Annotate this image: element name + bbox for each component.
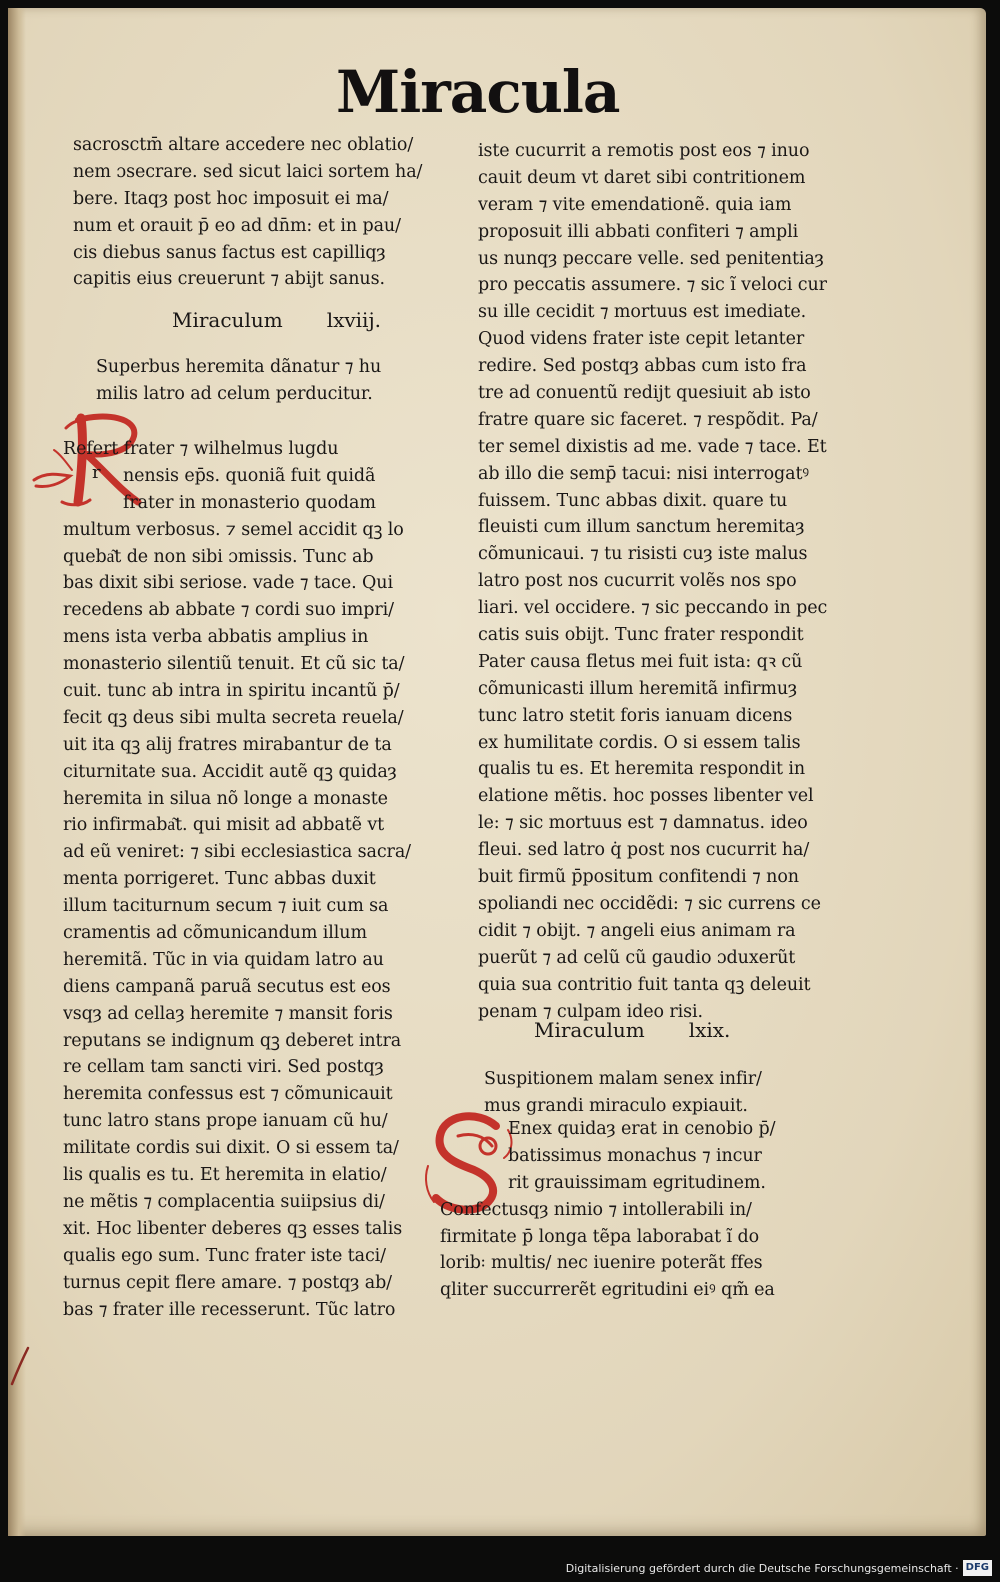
miracle-69-summary [484, 1066, 864, 1120]
text-line: tunc latro stetit foris ianuam dicens [478, 705, 793, 726]
text-line: recedens ab abbate ⁊ cordi suo impri/ [63, 600, 394, 621]
miracle-68-summary [96, 354, 466, 408]
text-line: bas dixit sibi seriose. vade ⁊ tace. Qui [63, 573, 393, 594]
text-line: cauit deum vt daret sibi contritionem [478, 167, 806, 188]
text-line: menta porrigeret. Tunc abbas duxit [63, 869, 376, 890]
text-line: fuissem. Tunc abbas dixit. quare tu [478, 490, 788, 511]
text-line: rit grauissimam egritudinem. [508, 1172, 766, 1193]
text-line: diens campanã paruã secutus est eos [63, 976, 391, 997]
text-line: militate cordis sui dixit. O si essem ta/ [63, 1138, 399, 1159]
text-line: Suspitionem malam senex infir/ [484, 1069, 762, 1089]
miracle-69-heading-label: Miraculum [534, 1018, 645, 1042]
text-line: re cellam tam sancti viri. Sed postqȝ [63, 1057, 384, 1078]
text-line: bere. Itaqȝ post hoc imposuit ei ma/ [73, 188, 389, 209]
text-line: penam ⁊ culpam ideo risi. [478, 1001, 704, 1022]
text-line: buit firmũ p̄positum confitendi ⁊ non [478, 867, 799, 888]
text-line: cuit. tunc ab intra in spiritu incantũ p̄/ [63, 681, 400, 702]
text-line: redire. Sed postqȝ abbas cum isto fra [478, 356, 807, 377]
text-line: batissimus monachus ⁊ incur [508, 1145, 762, 1166]
text-line: queba͂t de non sibi ɔmissis. Tunc ab [63, 546, 374, 567]
text-line: Enex quidaȝ erat in cenobio p̄/ [508, 1119, 776, 1139]
text-line: fecit qꝫ deus sibi multa secreta reuela/ [63, 707, 404, 728]
text-line: cidit ⁊ obijt. ⁊ angeli eius animam ra [478, 920, 796, 941]
margin-pen-mark-icon [8, 1346, 32, 1386]
right-column-top-text [478, 138, 862, 1025]
text-line: lorib꞉ multis/ nec iuenire poterãt ffes [440, 1253, 763, 1274]
text-line: fleui. sed latro q̇ post nos cucurrit ha/ [478, 840, 810, 861]
text-line: nem ɔsecrare. sed sicut laici sortem ha/ [73, 161, 423, 182]
text-line: milis latro ad celum perducitur. [96, 383, 373, 404]
miracle-69-number: lxix. [688, 1018, 731, 1042]
text-line: mens ista verba abbatis amplius in [63, 627, 369, 648]
text-line: Refert frater ⁊ wilhelmus lugdu [63, 439, 339, 459]
text-line: illum taciturnum secum ⁊ iuit cum sa [63, 896, 389, 917]
text-line: xit. Hoc libenter deberes qꝫ esses talis [63, 1218, 403, 1239]
page-gutter [8, 8, 26, 1536]
text-line: puerũt ⁊ ad celũ cũ gaudio ɔduxerũt [478, 947, 796, 968]
text-line: Quod videns frater iste cepit letanter [478, 329, 805, 350]
text-line: ad eũ veniret: ⁊ sibi ecclesiastica sacra/ [63, 842, 411, 863]
digitization-footer [566, 1557, 992, 1579]
dfg-logo-icon: DFG [963, 1560, 992, 1576]
text-line: quia sua contritio fuit tanta qꝫ deleuit [478, 974, 811, 995]
text-line: tunc latro stans prope ianuam cũ hu/ [63, 1111, 388, 1132]
text-line: mus grandi miraculo expiauit. [484, 1095, 748, 1116]
text-line: ex humilitate cordis. O si essem talis [478, 732, 801, 753]
text-line: le: ⁊ sic mortuus est ⁊ damnatus. ideo [478, 813, 808, 834]
text-line: Pater causa fletus mei fuit ista: qꝛ cũ [478, 651, 803, 672]
guide-letter-r: r [92, 462, 101, 483]
text-line: catis suis obijt. Tunc frater respondit [478, 625, 804, 646]
text-line: qliter succurrerẽt egritudini eiꝰ qm̃ ea [440, 1280, 775, 1301]
running-head: Miracula [336, 58, 620, 126]
text-line: ter semel dixistis ad me. vade ⁊ tace. Et [478, 436, 827, 457]
text-line: heremita confessus est ⁊ cõmunicauit [63, 1084, 393, 1105]
text-line: cramentis ad cõmunicandum illum [63, 923, 367, 944]
miracle-68-body [63, 436, 463, 1323]
text-line: pro peccatis assumere. ⁊ sic ĩ veloci cur [478, 275, 827, 296]
text-line: firmitate p̄ longa tẽpa laborabat ĩ do [440, 1226, 759, 1247]
text-line: heremitã. Tũc in via quidam latro au [63, 949, 384, 970]
miracle-69-body [440, 1116, 860, 1304]
text-line: us nunqȝ peccare velle. sed penitentiaȝ [478, 248, 824, 269]
text-line: turnus cepit flere amare. ⁊ postqȝ ab/ [63, 1272, 392, 1293]
miracle-68-number: lxviij. [326, 308, 382, 332]
text-line: fleuisti cum illum sanctum heremitaȝ [478, 517, 805, 538]
text-line: rio infirmaba͂t. qui misit ad abbatẽ vt [63, 815, 385, 836]
text-line: elatione mẽtis. hoc posses libenter vel [478, 786, 814, 807]
text-line: citurnitate sua. Accidit autẽ qꝫ quidaȝ [63, 761, 397, 782]
text-line: spoliandi nec occidẽdi: ⁊ sic currens ce [478, 893, 821, 914]
text-line: heremita in silua nõ longe a monaste [63, 788, 388, 809]
text-line: capitis eius creuerunt ⁊ abijt sanus. [73, 269, 385, 290]
text-line: su ille cecidit ⁊ mortuus est imediate. [478, 302, 807, 323]
text-line: proposuit illi abbati confiteri ⁊ ampli [478, 221, 799, 242]
text-line: iste cucurrit a remotis post eos ⁊ inuo [478, 141, 810, 161]
text-line: monasterio silentiũ tenuit. Et cũ sic ta/ [63, 654, 405, 675]
text-line: multum verbosus. ⁊ semel accidit qꝫ lo [63, 519, 404, 540]
text-line: ab illo die semp̄ tacui: nisi interrogatꝰ [478, 463, 809, 484]
text-line: bas ⁊ frater ille recesserunt. Tũc latro [63, 1299, 396, 1320]
text-line: cis diebus sanus factus est capilliqȝ [73, 242, 386, 263]
text-line: tre ad conuentũ redijt quesiuit ab isto [478, 383, 811, 404]
text-line: cõmunicasti illum heremitã infirmuȝ [478, 678, 798, 699]
text-line: qualis tu es. Et heremita respondit in [478, 759, 806, 780]
text-line: reputans se indignum qꝫ deberet intra [63, 1030, 402, 1051]
left-column-top-text [73, 132, 465, 293]
miracle-68-heading-label: Miraculum [172, 308, 283, 332]
text-line: uit ita qꝫ alij fratres mirabantur de ta [63, 734, 392, 755]
text-line: lis qualis es tu. Et heremita in elatio/ [63, 1165, 387, 1186]
text-line: veram ⁊ vite emendationẽ. quia iam [478, 194, 792, 215]
text-line: ne mẽtis ⁊ complacentia suiipsius di/ [63, 1191, 385, 1212]
text-line: cõmunicaui. ⁊ tu risisti cuȝ iste malus [478, 544, 808, 565]
text-line: vsqȝ ad cellaȝ heremite ⁊ mansit foris [63, 1003, 393, 1024]
footer-credit-text: Digitalisierung gefördert durch die Deutsche Forschungsgemeinschaft · [565, 1561, 959, 1575]
text-line: sacrosctm̄ altare accedere nec oblatio/ [73, 135, 414, 155]
text-line: num et orauit p̄ eo ad dn̄m: et in pau/ [73, 215, 401, 236]
text-line: Superbus heremita dãnatur ⁊ hu [96, 357, 382, 377]
miracle-68-heading [172, 308, 381, 332]
text-line: frater in monasterio quodam [123, 492, 376, 513]
text-line: qualis ego sum. Tunc frater iste taci/ [63, 1245, 386, 1266]
text-line: latro post nos cucurrit volẽs nos spo [478, 571, 797, 592]
text-line: nensis ep̄s. quoniã fuit quidã [123, 465, 376, 486]
text-line: fratre quare sic faceret. ⁊ respõdit. Pa/ [478, 409, 818, 430]
miracle-69-heading [534, 1018, 730, 1042]
text-line: liari. vel occidere. ⁊ sic peccando in pec [478, 598, 828, 619]
text-line: Confectusqȝ nimio ⁊ intollerabili in/ [440, 1199, 752, 1220]
